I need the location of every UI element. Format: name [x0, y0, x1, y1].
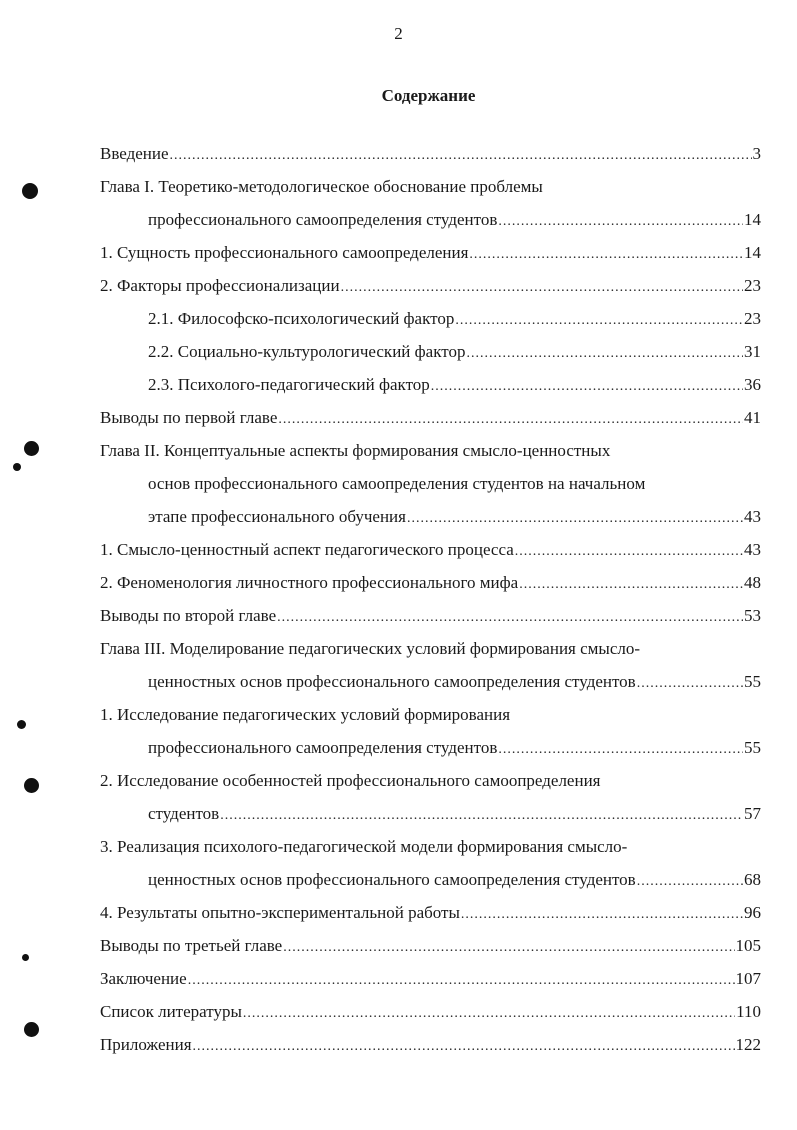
- binder-hole: [22, 954, 29, 961]
- toc-label: Введение: [100, 144, 169, 163]
- toc-row: [100, 863, 761, 896]
- page-title: Содержание: [381, 86, 476, 105]
- toc-row: [100, 170, 761, 203]
- toc-page-number: 48: [744, 573, 761, 592]
- toc-page-number: 55: [744, 738, 761, 757]
- toc-row: [100, 500, 761, 533]
- binder-hole: [17, 720, 26, 729]
- dot-leader: [431, 370, 743, 403]
- toc-row: [100, 203, 761, 236]
- toc-row: [100, 995, 761, 1028]
- toc-page-number: 14: [744, 243, 761, 262]
- toc-page-number: 23: [744, 276, 761, 295]
- table-of-contents: [100, 137, 761, 1061]
- toc-label: 2.1. Философско-психологический фактор: [148, 309, 455, 328]
- binder-hole: [13, 463, 21, 471]
- toc-label: основ профессионального самоопределения студентов на начальном: [148, 474, 646, 493]
- toc-row: [100, 1028, 761, 1061]
- toc-page-number: 122: [735, 1035, 761, 1054]
- dot-leader: [455, 304, 743, 337]
- toc-label: Список литературы: [100, 1002, 242, 1021]
- dot-leader: [515, 535, 743, 568]
- toc-row: [100, 137, 761, 170]
- dot-leader: [498, 733, 743, 766]
- toc-label: Глава II. Концептуальные аспекты формирования смысло-ценностных: [100, 441, 611, 460]
- toc-row: [100, 335, 761, 368]
- toc-label: 2. Факторы профессионализации: [100, 276, 340, 295]
- toc-row: [100, 929, 761, 962]
- toc-page-number: 107: [735, 969, 761, 988]
- toc-row: [100, 632, 761, 665]
- toc-label: 2.2. Социально-культурологический фактор: [148, 342, 466, 361]
- toc-label: 1. Исследование педагогических условий формирования: [100, 705, 511, 724]
- page-number: 2: [394, 24, 403, 43]
- toc-row: [100, 896, 761, 929]
- dot-leader: [170, 139, 752, 172]
- dot-leader: [277, 601, 743, 634]
- dot-leader: [341, 271, 743, 304]
- toc-label: 4. Результаты опытно-экспериментальной работы: [100, 903, 460, 922]
- toc-label: ценностных основ профессионального самоопределения студентов: [148, 870, 636, 889]
- toc-label: Приложения: [100, 1035, 192, 1054]
- toc-label: Глава III. Моделирование педагогических условий формирования смысло-: [100, 639, 641, 658]
- toc-row: [100, 566, 761, 599]
- toc-label: профессионального самоопределения студентов: [148, 738, 498, 757]
- dot-leader: [193, 1030, 735, 1063]
- toc-page-number: 68: [744, 870, 761, 889]
- binder-hole: [24, 1022, 39, 1037]
- dot-leader: [278, 403, 743, 436]
- dot-leader: [461, 898, 743, 931]
- toc-page-number: 53: [744, 606, 761, 625]
- toc-page-number: 43: [744, 540, 761, 559]
- toc-row: [100, 401, 761, 434]
- toc-label: Выводы по второй главе: [100, 606, 277, 625]
- toc-page-number: 110: [736, 1002, 761, 1021]
- toc-label: 1. Смысло-ценностный аспект педагогического процесса: [100, 540, 514, 559]
- toc-label: 1. Сущность профессионального самоопределения: [100, 243, 469, 262]
- toc-page-number: 23: [744, 309, 761, 328]
- toc-page-number: 41: [744, 408, 761, 427]
- toc-label: 3. Реализация психолого-педагогической модели формирования смысло-: [100, 837, 628, 856]
- toc-label: профессионального самоопределения студентов: [148, 210, 498, 229]
- toc-row: [100, 830, 761, 863]
- toc-label: Выводы по первой главе: [100, 408, 278, 427]
- dot-leader: [469, 238, 743, 271]
- dot-leader: [519, 568, 743, 601]
- toc-page-number: 105: [735, 936, 761, 955]
- toc-page-number: 96: [744, 903, 761, 922]
- dot-leader: [283, 931, 734, 964]
- dot-leader: [466, 337, 743, 370]
- toc-label: Заключение: [100, 969, 187, 988]
- toc-row: [100, 368, 761, 401]
- dot-leader: [637, 865, 743, 898]
- toc-label: ценностных основ профессионального самоопределения студентов: [148, 672, 636, 691]
- toc-page-number: 3: [752, 144, 761, 163]
- toc-row: [100, 665, 761, 698]
- toc-page-number: 31: [744, 342, 761, 361]
- toc-page-number: 14: [744, 210, 761, 229]
- toc-row: [100, 434, 761, 467]
- toc-row: [100, 797, 761, 830]
- toc-label: 2. Исследование особенностей профессионального самоопределения: [100, 771, 601, 790]
- toc-row: [100, 731, 761, 764]
- toc-label: 2.3. Психолого-педагогический фактор: [148, 375, 430, 394]
- toc-row: [100, 533, 761, 566]
- toc-page-number: 36: [744, 375, 761, 394]
- toc-label: Выводы по третьей главе: [100, 936, 283, 955]
- toc-page-number: 57: [744, 804, 761, 823]
- toc-row: [100, 236, 761, 269]
- toc-row: [100, 467, 761, 500]
- dot-leader: [188, 964, 735, 997]
- toc-row: [100, 962, 761, 995]
- toc-page-number: 55: [744, 672, 761, 691]
- toc-label: Глава I. Теоретико-методологическое обоснование проблемы: [100, 177, 543, 196]
- dot-leader: [637, 667, 743, 700]
- binder-hole: [24, 441, 39, 456]
- toc-row: [100, 302, 761, 335]
- dot-leader: [498, 205, 743, 238]
- toc-label: студентов: [148, 804, 220, 823]
- toc-row: [100, 698, 761, 731]
- toc-label: 2. Феноменология личностного профессионального мифа: [100, 573, 519, 592]
- binder-hole: [24, 778, 39, 793]
- dot-leader: [243, 997, 735, 1030]
- toc-label: этапе профессионального обучения: [148, 507, 406, 526]
- toc-row: [100, 599, 761, 632]
- binder-hole: [22, 183, 38, 199]
- toc-row: [100, 269, 761, 302]
- toc-row: [100, 764, 761, 797]
- dot-leader: [407, 502, 743, 535]
- toc-page-number: 43: [744, 507, 761, 526]
- dot-leader: [220, 799, 743, 832]
